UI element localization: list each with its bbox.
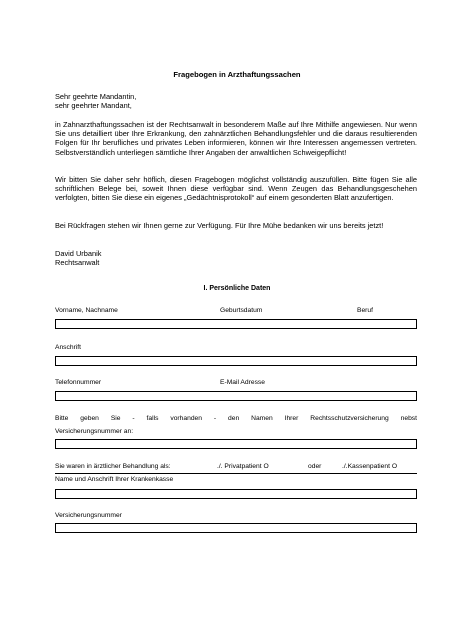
treatment-label: Sie waren in ärztlicher Behandlung als: bbox=[55, 463, 171, 470]
signature-name: David Urbanik bbox=[55, 249, 102, 258]
insurance-number-label: Versicherungsnummer bbox=[55, 512, 122, 519]
or-label: oder bbox=[308, 463, 322, 470]
health-insurance-label: Name und Anschrift Ihrer Krankenkasse bbox=[55, 476, 174, 483]
signature-title: Rechtsanwalt bbox=[55, 258, 100, 268]
health-insurance-field[interactable] bbox=[55, 489, 417, 499]
greeting-line-2: sehr geehrter Mandant, bbox=[55, 101, 132, 111]
closing-paragraph: Bei Rückfragen stehen wir Ihnen gerne zur Verfügung. Für Ihre Mühe bedanken wir uns bereits jetzt! bbox=[55, 221, 384, 230]
insurance-question-line-1: Bitte geben Sie - falls vorhanden - den Namen Ihrer Rechtsschutzversicherung nebst bbox=[55, 415, 417, 422]
name-birthdate-job-field[interactable] bbox=[55, 319, 417, 329]
address-field[interactable] bbox=[55, 356, 417, 366]
address-label: Anschrift bbox=[55, 344, 82, 351]
job-label: Beruf bbox=[357, 307, 373, 314]
greeting-line-1: Sehr geehrte Mandantin, bbox=[55, 92, 137, 101]
legal-insurance-field[interactable] bbox=[55, 439, 417, 449]
private-patient-option[interactable]: ./. Privatpatient O bbox=[217, 463, 269, 470]
insurance-question-line-2: Versicherungsnummer an: bbox=[55, 428, 134, 435]
treatment-underline bbox=[55, 473, 417, 474]
intro-paragraph: in Zahnarzthaftungssachen ist der Rechtsanwalt in besonderem Maße auf Ihre Mithilfe angewiesen. Nur wenn Sie uns detailliert über Ihre Erkrankung, den zahnärztlichen Behandlungsfehler und die daraus resultierenden Folgen für Ihr berufliches und privates Leben informieren, können wir Ihre Interessen angemessen vertreten. Selbstverständlich unterliegen sämtliche Ihrer Angaben der anwaltlichen Schweigepflicht! bbox=[55, 120, 417, 157]
birthdate-label: Geburtsdatum bbox=[220, 307, 263, 314]
signature-block bbox=[55, 249, 417, 267]
public-patient-option[interactable]: ./.Kassenpatient O bbox=[342, 463, 398, 470]
insurance-number-field[interactable] bbox=[55, 523, 417, 533]
document-title: Fragebogen in Arzthaftungssachen bbox=[173, 70, 301, 79]
greeting bbox=[55, 92, 417, 110]
request-paragraph: Wir bitten Sie daher sehr höflich, diesen Fragebogen möglichst vollständig auszufüllen. Bitte fügen Sie alle schriftlichen Belege bei, soweit Ihnen diese verfügbar sind. Wenn Zeugen das Behandlungsgeschehen verfolgten, bitten Sie diese ein eigenes „Gedächtnisprotokoll“ auf einem gesonderten Blatt anzufertigen. bbox=[55, 175, 417, 203]
name-label: Vorname, Nachname bbox=[55, 307, 118, 314]
section-title: I. Persönliche Daten bbox=[203, 285, 271, 292]
phone-label: Telefonnummer bbox=[55, 379, 102, 386]
phone-email-field[interactable] bbox=[55, 391, 417, 401]
email-label: E-Mail Adresse bbox=[220, 379, 265, 386]
